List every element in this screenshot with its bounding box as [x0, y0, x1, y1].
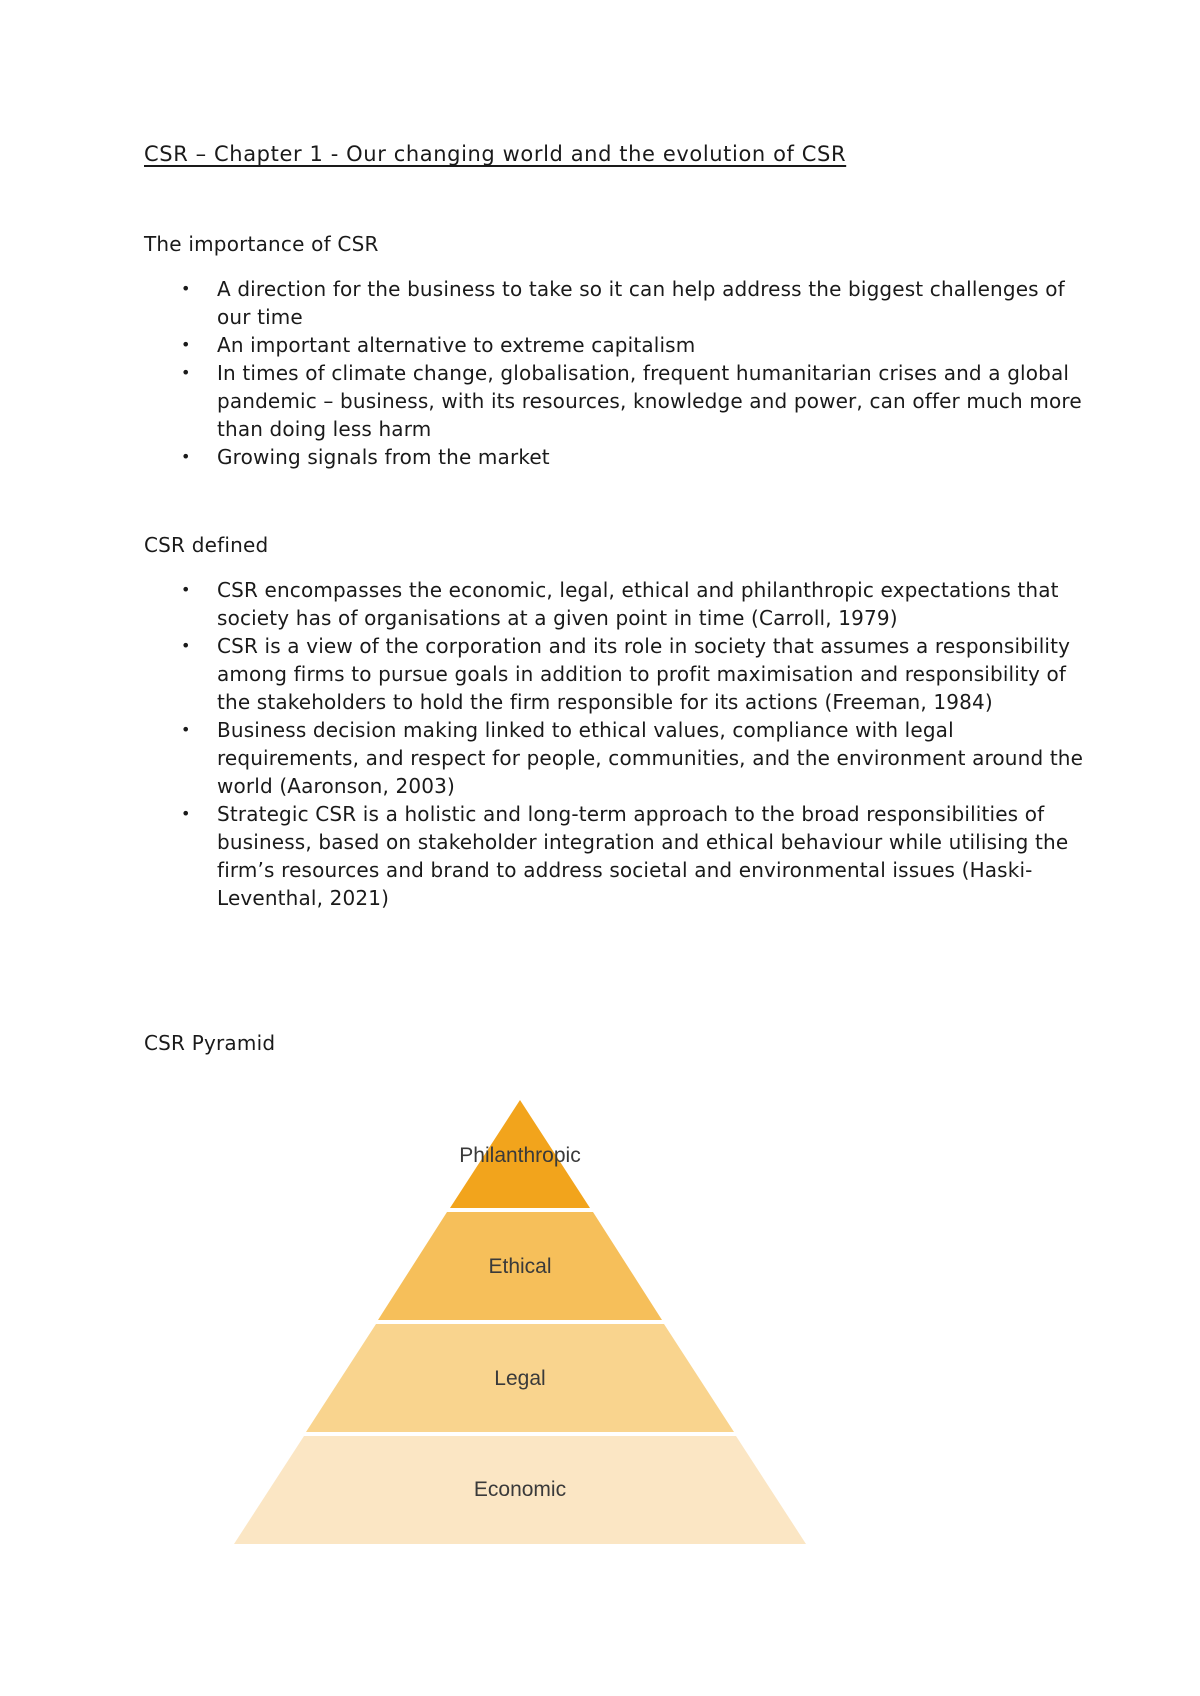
pyramid-label-legal: Legal	[494, 1367, 546, 1390]
bullet-icon: •	[181, 720, 191, 739]
list-item: • An important alternative to extreme capitalism	[181, 333, 696, 357]
pyramid-label-ethical: Ethical	[488, 1255, 552, 1278]
bullet-icon: •	[181, 335, 191, 354]
bullet-list-importance	[144, 275, 1084, 471]
pyramid-label-philanthropic: Philanthropic	[459, 1144, 581, 1167]
list-item: • Business decision making linked to ethical values, compliance with legal requirements, and respect for people, communities, and the environment around the world (Aaronson, 2003)	[181, 718, 1084, 798]
list-item: • Growing signals from the market	[181, 445, 550, 469]
document-title: CSR – Chapter 1 - Our changing world and the evolution of CSR	[144, 142, 847, 166]
bullet-icon: •	[181, 804, 191, 823]
section-heading-defined: CSR defined	[144, 533, 269, 557]
bullet-icon: •	[181, 447, 191, 466]
pyramid-label-economic: Economic	[473, 1478, 567, 1501]
bullet-icon: •	[181, 636, 191, 655]
bullet-icon: •	[181, 363, 191, 382]
list-item: • A direction for the business to take so it can help address the biggest challenges of our time	[181, 277, 1065, 329]
bullet-list-defined	[144, 576, 1084, 912]
list-item: • Strategic CSR is a holistic and long-term approach to the broad responsibilities of business, based on stakeholder integration and ethical behaviour while utilising the firm’s resources and brand to address societal and environmental issues (Haski-Leventhal, 2021)	[181, 802, 1069, 910]
list-item: • In times of climate change, globalisation, frequent humanitarian crises and a global pandemic – business, with its resources, knowledge and power, can offer much more than doing less harm	[181, 361, 1082, 441]
bullet-icon: •	[181, 279, 191, 298]
csr-pyramid-diagram	[210, 1090, 830, 1550]
section-heading-pyramid: CSR Pyramid	[144, 1031, 276, 1055]
list-item: • CSR encompasses the economic, legal, ethical and philanthropic expectations that society has of organisations at a given point in time (Carroll, 1979)	[181, 578, 1059, 630]
section-heading-importance: The importance of CSR	[144, 232, 379, 256]
list-item: • CSR is a view of the corporation and its role in society that assumes a responsibility among firms to pursue goals in addition to profit maximisation and responsibility of the stakeholders to hold the firm responsible for its actions (Freeman, 1984)	[181, 634, 1071, 714]
bullet-icon: •	[181, 580, 191, 599]
